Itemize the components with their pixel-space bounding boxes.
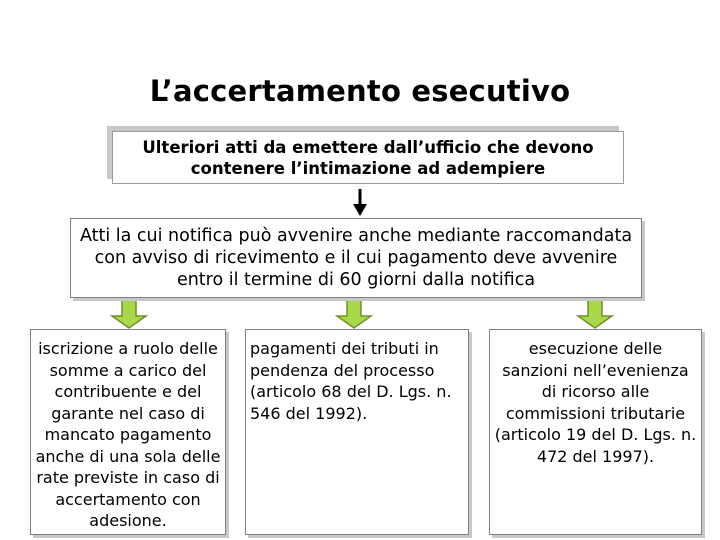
column-line: esecuzione delle (528, 339, 663, 358)
column-line: iscrizione a ruolo delle (38, 339, 218, 358)
column-line: (articolo 68 del D. Lgs. n. (250, 382, 452, 401)
column-line: di ricorso alle (541, 382, 650, 401)
green-arrow-center (337, 300, 371, 328)
column-line: rate previste in caso di (36, 468, 220, 487)
column-line: accertamento con (55, 489, 201, 509)
column-line: adesione. (89, 511, 167, 530)
column-line: pagamenti dei tributi in (250, 339, 439, 358)
top-box (112, 131, 624, 184)
column-line: pendenza del processo (250, 360, 435, 380)
column-line: (articolo 19 del D. Lgs. n. (494, 425, 697, 444)
middle-box-line-1: Atti la cui notifica può avvenire anche mediante raccomandata (79, 226, 633, 246)
column-box-pagamenti (245, 329, 469, 535)
top-box-line-1: Ulteriori atti da emettere dall’ufficio che devono (142, 138, 594, 157)
column-line: sanzioni nell’evenienza (502, 360, 689, 380)
column-line: commissioni tributarie (505, 403, 686, 423)
middle-box-line-3: entro il termine di 60 giorni dalla notifica (176, 270, 536, 290)
green-arrow-right (578, 300, 612, 328)
middle-box-line-2: con avviso di ricevimento e il cui pagamento deve avvenire (94, 248, 618, 268)
column-line: somme a carico del (49, 360, 207, 380)
column-box-ruolo (30, 329, 226, 535)
column-line: contribuente e del (54, 382, 202, 401)
column-box-sanzioni (489, 329, 702, 535)
middle-box (70, 218, 642, 298)
column-line: garante nel caso di (51, 403, 205, 423)
column-line: anche di una sola delle (35, 446, 221, 466)
top-box-line-2: contenere l’intimazione ad adempiere (190, 159, 546, 178)
black-arrow-head (353, 204, 367, 216)
column-line: 472 del 1997). (536, 446, 655, 466)
green-arrow-left (112, 300, 146, 328)
column-line: mancato pagamento (44, 425, 212, 444)
page-title: L’accertamento esecutivo (149, 74, 571, 108)
column-line: 546 del 1992). (250, 403, 368, 423)
